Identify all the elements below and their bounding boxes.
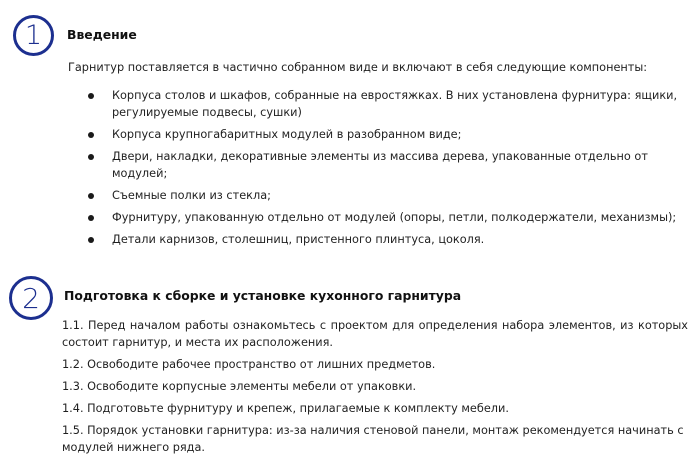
section-title-preparation: Подготовка к сборке и установке кухонного гарнитура bbox=[64, 288, 462, 303]
bullet-icon bbox=[88, 154, 94, 160]
bullet-icon bbox=[88, 237, 94, 243]
list-item-text: Корпуса крупногабаритных модулей в разобранном виде; bbox=[112, 128, 462, 141]
list-item bbox=[88, 148, 693, 182]
list-item-text: Корпуса столов и шкафов, собранные на евростяжках. В них установлена фурнитура: ящики, регулируемые подвесы, сушки) bbox=[112, 89, 678, 119]
section-number-2: 2 bbox=[22, 281, 40, 315]
list-item bbox=[88, 231, 693, 248]
components-list bbox=[88, 87, 693, 253]
step-item: 1.4. Подготовьте фурнитуру и крепеж, прилагаемые к комплекту мебели. bbox=[62, 402, 509, 415]
preparation-steps bbox=[62, 317, 688, 461]
step-item: 1.5. Порядок установки гарнитура: из-за наличия стеновой панели, монтаж рекомендуется начинать с модулей нижнего ряда. bbox=[62, 424, 684, 454]
list-item-text: Детали карнизов, столешниц, пристенного плинтуса, цоколя. bbox=[112, 233, 485, 246]
list-item-text: Съемные полки из стекла; bbox=[112, 189, 271, 202]
intro-paragraph: Гарнитур поставляется в частично собранном виде и включают в себя следующие компоненты: bbox=[68, 61, 648, 74]
step-item: 1.2. Освободите рабочее пространство от лишних предметов. bbox=[62, 358, 436, 371]
bullet-icon bbox=[88, 93, 94, 99]
list-item bbox=[88, 209, 693, 226]
section-title-introduction: Введение bbox=[67, 27, 137, 42]
step-item: 1.1. Перед началом работы ознакомьтесь с проектом для определения набора элементов, из которых состоит гарнитур, и места их расположения. bbox=[62, 319, 688, 349]
list-item-text: Фурнитуру, упакованную отдельно от модулей (опоры, петли, полкодержатели, механизмы); bbox=[112, 211, 677, 224]
bullet-icon bbox=[88, 132, 94, 138]
bullet-icon bbox=[88, 193, 94, 199]
section-number-1: 1 bbox=[24, 20, 43, 51]
section-number-badge-2 bbox=[9, 276, 53, 320]
bullet-icon bbox=[88, 215, 94, 221]
list-item bbox=[88, 126, 693, 143]
step-item: 1.3. Освободите корпусные элементы мебели от упаковки. bbox=[62, 380, 417, 393]
list-item bbox=[88, 87, 693, 121]
list-item bbox=[88, 187, 693, 204]
list-item-text: Двери, накладки, декоративные элементы из массива дерева, упакованные отдельно от модулей; bbox=[112, 150, 648, 180]
section-number-badge-1 bbox=[13, 15, 54, 56]
